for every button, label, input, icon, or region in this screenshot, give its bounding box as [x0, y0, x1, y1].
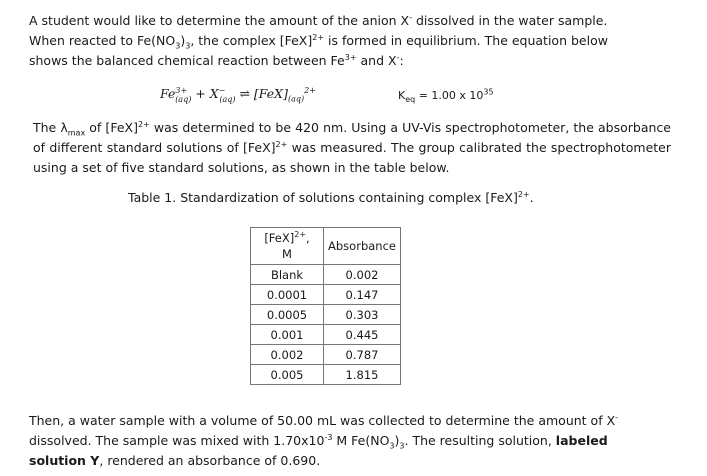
table-caption: [128, 190, 534, 205]
keq-value: = 1.00 x 10: [415, 89, 484, 102]
eq-term: ⇌ [FeX]: [235, 86, 288, 101]
body-text: Then, a water sample with a volume of 50.00 mL was collected to determine the amount of X: [29, 413, 616, 428]
body-text: The λ: [33, 120, 68, 135]
table-row: [251, 305, 401, 325]
body-text: was determined to be 420 nm. Using a UV-Vis spectrophotometer, the absorbance of different standard solutions of [FeX]: [33, 120, 671, 155]
subscript: 3: [185, 41, 191, 51]
cell-concentration: 0.0001: [251, 285, 324, 305]
superscript: −: [218, 85, 226, 95]
equation-expression: [160, 85, 316, 104]
intro-paragraph: [29, 11, 669, 71]
superscript: -3: [324, 432, 333, 442]
intro-text: and X: [356, 53, 397, 68]
header-text: ,: [306, 231, 310, 245]
table-row: [251, 265, 401, 285]
intro-text: , the complex [FeX]: [190, 33, 313, 48]
body-text: M Fe(NO: [332, 433, 390, 448]
body-text: was measured. The group calibrated the spectrophotometer using a set of five standard solutions, as shown in the table below.: [33, 140, 671, 175]
table-row: [251, 345, 401, 365]
header-absorbance: Absorbance: [324, 228, 401, 265]
intro-text: :: [399, 53, 404, 68]
intro-text: ): [180, 33, 186, 48]
header-text: [FeX]: [264, 231, 295, 245]
table-row: [251, 325, 401, 345]
subscript: 3: [389, 441, 395, 451]
superscript: -: [396, 52, 400, 62]
cell-concentration: 0.002: [251, 345, 324, 365]
subscript: 3: [399, 441, 405, 451]
eq-term: + X: [191, 86, 219, 101]
method-paragraph: [33, 118, 671, 178]
cell-absorbance: 0.147: [324, 285, 401, 305]
caption-text: .: [529, 190, 534, 205]
superscript: 2+: [275, 139, 288, 149]
intro-text: is formed in equilibrium. The equation below: [324, 33, 608, 48]
intro-text: A student would like to determine the amount of the anion X: [29, 13, 410, 28]
keq-symbol: K: [398, 89, 406, 102]
cell-concentration: Blank: [251, 265, 324, 285]
superscript: 2+: [137, 119, 150, 129]
cell-concentration: 0.0005: [251, 305, 324, 325]
cell-absorbance: 0.787: [324, 345, 401, 365]
cell-absorbance: 0.002: [324, 265, 401, 285]
body-text: . The resulting solution,: [404, 433, 556, 448]
subscript: eq: [405, 95, 416, 105]
subscript: max: [67, 128, 86, 138]
table-header-row: [251, 228, 401, 265]
cell-absorbance: 0.445: [324, 325, 401, 345]
intro-text: shows the balanced chemical reaction between Fe: [29, 53, 345, 68]
cell-absorbance: 1.815: [324, 365, 401, 385]
table-row: [251, 285, 401, 305]
superscript: 2+: [294, 230, 307, 240]
superscript: 3+: [175, 85, 188, 95]
intro-text: When reacted to Fe(NO: [29, 33, 176, 48]
caption-text: Table 1. Standardization of solutions containing complex [FeX]: [128, 190, 518, 205]
superscript: 35: [483, 87, 494, 97]
closing-paragraph: [29, 411, 669, 471]
cell-absorbance: 0.303: [324, 305, 401, 325]
superscript: 2+: [312, 32, 325, 42]
bold-text: labeled: [555, 433, 608, 448]
superscript: 2+: [517, 189, 530, 199]
standardization-table: [250, 227, 401, 385]
cell-concentration: 0.001: [251, 325, 324, 345]
subscript: (aq): [175, 94, 192, 104]
superscript: 3+: [344, 52, 357, 62]
intro-text: dissolved in the water sample.: [412, 13, 608, 28]
header-text: M: [282, 247, 292, 261]
bold-text: solution Y: [29, 453, 100, 468]
subscript: 3: [175, 41, 181, 51]
eq-term: Fe: [160, 86, 176, 101]
table-row: [251, 365, 401, 385]
header-concentration: [251, 228, 324, 265]
body-text: of [FeX]: [85, 120, 138, 135]
body-text: dissolved. The sample was mixed with 1.70x10: [29, 433, 325, 448]
subscript: (aq): [287, 94, 305, 104]
equilibrium-constant: [398, 87, 494, 105]
body-text: , rendered an absorbance of 0.690.: [99, 453, 321, 468]
superscript: -: [409, 12, 413, 22]
body-text: ): [394, 433, 400, 448]
cell-concentration: 0.005: [251, 365, 324, 385]
superscript: 2+: [304, 85, 316, 95]
superscript: -: [615, 412, 619, 422]
subscript: (aq): [219, 94, 236, 104]
